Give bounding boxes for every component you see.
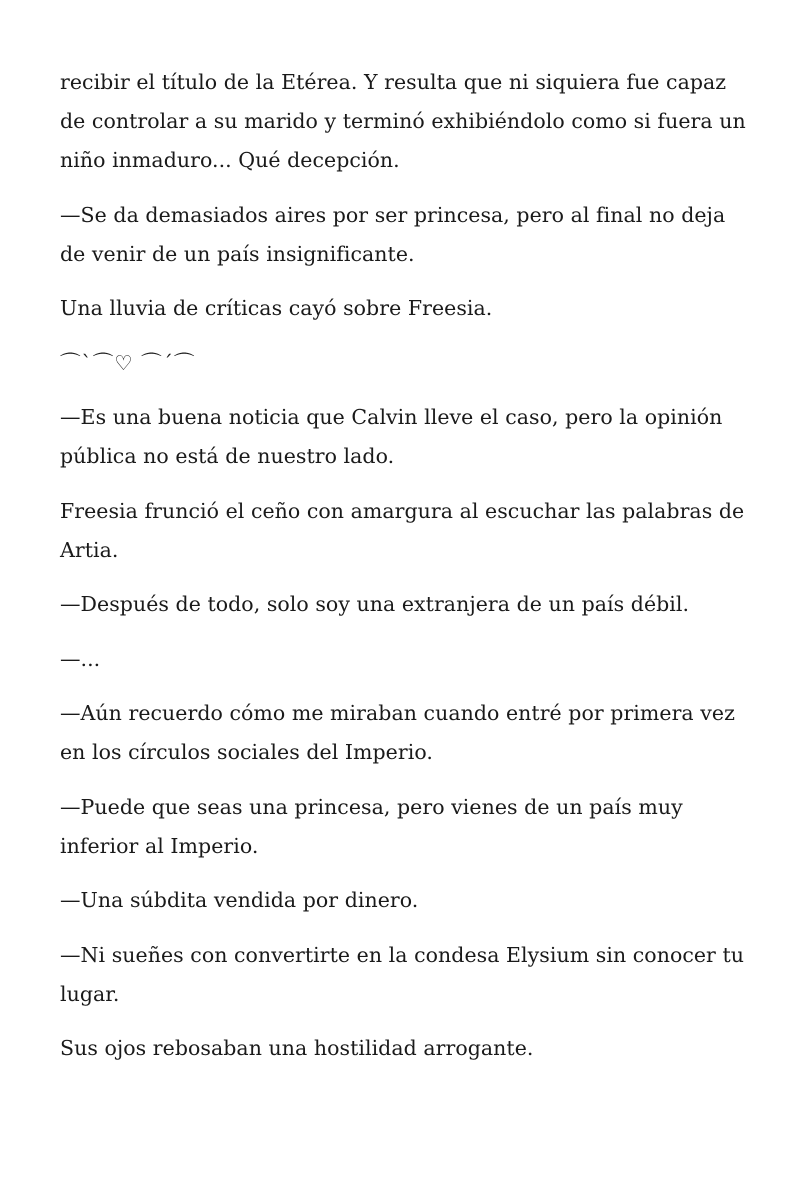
paragraph: recibir el título de la Etérea. Y resulta que ni siquiera fue capaz de controlar a su marido y terminó exhibiéndolo como si fuera un niño inmaduro... Qué decepción. xyxy=(60,70,746,172)
paragraph: Sus ojos rebosaban una hostilidad arrogante. xyxy=(60,1036,534,1060)
reading-page xyxy=(60,63,750,1084)
scene-divider: ⌒`⌒♡ ⌒´⌒ xyxy=(60,350,196,375)
paragraph: —Se da demasiados aires por ser princesa, pero al final no deja de venir de un país insignificante. xyxy=(60,202,726,266)
paragraph: —Es una buena noticia que Calvin lleve el caso, pero la opinión pública no está de nuestro lado. xyxy=(60,405,723,468)
paragraph: Freesia frunció el ceño con amargura al escuchar las palabras de Artia. xyxy=(60,498,745,562)
paragraph: Una lluvia de críticas cayó sobre Freesia. xyxy=(60,296,493,320)
paragraph: —Después de todo, solo soy una extranjera de un país débil. xyxy=(60,592,690,616)
paragraph: —Ni sueñes con convertirte en la condesa Elysium sin conocer tu lugar. xyxy=(60,942,745,1006)
paragraph: —Una súbdita vendida por dinero. xyxy=(60,888,419,912)
paragraph: —Puede que seas una princesa, pero vienes de un país muy inferior al Imperio. xyxy=(60,794,683,858)
paragraph: —... xyxy=(60,646,101,671)
paragraph: —Aún recuerdo cómo me miraban cuando entré por primera vez en los círculos sociales del Imperio. xyxy=(60,701,735,764)
